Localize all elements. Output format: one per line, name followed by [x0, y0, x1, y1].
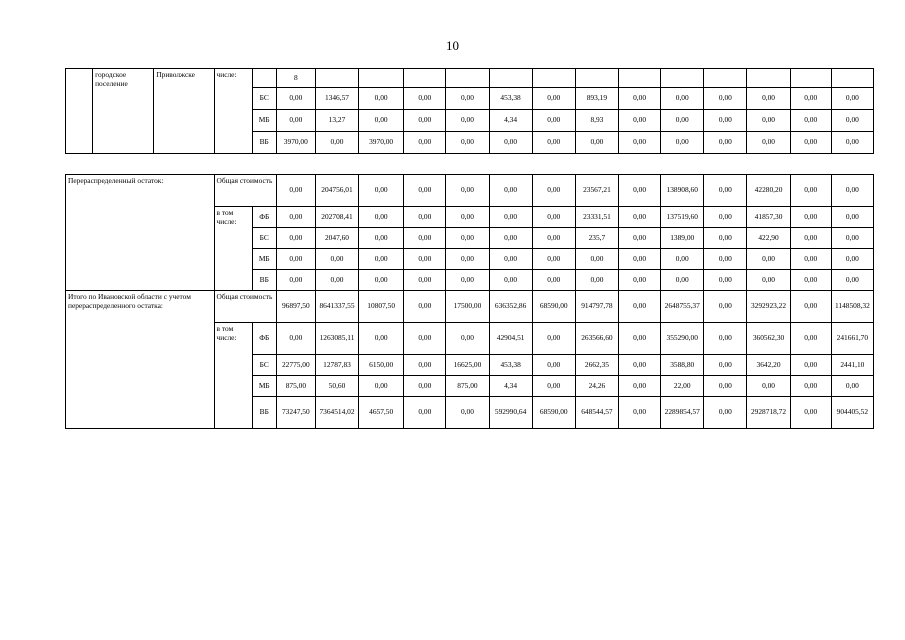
table-cell: 0,00	[404, 323, 446, 355]
table-cell: 23567,21	[575, 175, 618, 207]
table-cell: 0,00	[276, 249, 315, 270]
table-cell: 1263085,11	[315, 323, 358, 355]
table-cell: 0,00	[359, 323, 404, 355]
page-number: 10	[446, 38, 459, 53]
fund-code-cell: ФБ	[252, 323, 276, 355]
table-cell: 13,27	[315, 110, 358, 132]
table-cell: 23331,51	[575, 207, 618, 228]
table-cell: 0,00	[619, 291, 661, 323]
table-cell: 4,34	[489, 110, 532, 132]
table-cell: 0,00	[619, 376, 661, 397]
table-cell: 0,00	[359, 88, 404, 110]
table-cell: 648544,57	[575, 397, 618, 429]
table-cell: 0,00	[619, 249, 661, 270]
table-cell: 0,00	[831, 175, 873, 207]
table-cell: 0,00	[661, 88, 704, 110]
table-cell: 0,00	[532, 228, 575, 249]
table-cell: 3292923,22	[747, 291, 790, 323]
table-cell: 0,00	[404, 376, 446, 397]
table-cell: 138908,60	[661, 175, 704, 207]
table-cell: 0,00	[359, 270, 404, 291]
table-cell: 22,00	[661, 376, 704, 397]
table-row	[66, 175, 874, 207]
table-cell: 0,00	[619, 397, 661, 429]
table-cell: 0,00	[790, 207, 831, 228]
table-cell: 0,00	[747, 88, 790, 110]
table-cell: 2047,60	[315, 228, 358, 249]
table-cell: 0,00	[276, 175, 315, 207]
table-cell: 3642,20	[747, 355, 790, 376]
table-cell: 0,00	[359, 175, 404, 207]
table-cell: 68590,00	[532, 397, 575, 429]
table-cell: 0,00	[575, 270, 618, 291]
table-cell: 0,00	[831, 249, 873, 270]
table-cell: 0,00	[790, 355, 831, 376]
table-cell: 24,26	[575, 376, 618, 397]
table-cell	[404, 69, 446, 88]
table-cell: 0,00	[404, 207, 446, 228]
table-cell	[618, 69, 660, 88]
table-cell: 235,7	[575, 228, 618, 249]
table-cell: 0,00	[315, 132, 358, 154]
table-cell: 3970,00	[276, 132, 315, 154]
table-cell: 8641337,55	[315, 291, 358, 323]
table-cell: 0,00	[404, 228, 446, 249]
table-cell: 355290,00	[661, 323, 704, 355]
table-cell: 0,00	[532, 175, 575, 207]
table-cell: 0,00	[619, 355, 661, 376]
table-cell: 6150,00	[359, 355, 404, 376]
table-cell: 0,00	[704, 110, 747, 132]
table-cell: 22775,00	[276, 355, 315, 376]
table-cell: 3588,80	[661, 355, 704, 376]
table-cell: 0,00	[532, 270, 575, 291]
table-cell: 0,00	[446, 175, 489, 207]
project-cell: Приволжске	[154, 69, 214, 154]
table-cell: 0,00	[446, 270, 489, 291]
table-cell: 7364514,02	[315, 397, 358, 429]
table-cell: 0,00	[404, 88, 446, 110]
total-label-cell: Общая стоимость	[214, 291, 276, 323]
section-title-cell: Перераспределенный остаток:	[66, 175, 215, 291]
table-cell: 0,00	[532, 249, 575, 270]
table-cell: 0,00	[489, 175, 532, 207]
table-cell: 0,00	[276, 110, 315, 132]
table-cell: 137519,60	[661, 207, 704, 228]
table-cell: 0,00	[790, 132, 831, 154]
table-cell: 0,00	[661, 270, 704, 291]
table-cell	[532, 69, 575, 88]
table-cell: 2648755,37	[661, 291, 704, 323]
table-cell: 0,00	[831, 376, 873, 397]
table-cell: 0,00	[704, 88, 747, 110]
table-cell: 0,00	[359, 376, 404, 397]
table-cell: 0,00	[704, 132, 747, 154]
table-cell: 0,00	[704, 291, 747, 323]
table-cell: 636352,86	[489, 291, 532, 323]
table-cell	[446, 69, 489, 88]
table-cell: 0,00	[489, 249, 532, 270]
table-cell: 0,00	[790, 270, 831, 291]
table-cell: 0,00	[831, 228, 873, 249]
table-cell: 0,00	[704, 175, 747, 207]
table-cell	[252, 69, 276, 88]
table-cell: 50,60	[315, 376, 358, 397]
table-cell: 0,00	[831, 207, 873, 228]
table-cell: 0,00	[831, 110, 873, 132]
table-cell: 42280,20	[747, 175, 790, 207]
municipality-cell: городское поселение	[93, 69, 154, 154]
table-cell: 0,00	[532, 132, 575, 154]
table-cell: 453,38	[489, 88, 532, 110]
table-cell: 0,00	[575, 132, 618, 154]
table-cell: 1346,57	[315, 88, 358, 110]
table-cell: 0,00	[359, 228, 404, 249]
table-cell: 0,00	[404, 397, 446, 429]
table-cell: 0,00	[790, 175, 831, 207]
table-cell: 0,00	[489, 132, 532, 154]
table-cell: 0,00	[532, 376, 575, 397]
table-cell: 0,00	[619, 175, 661, 207]
table-cell: 0,00	[790, 397, 831, 429]
table-cell: 96897,50	[276, 291, 315, 323]
table-cell: 1148508,32	[831, 291, 873, 323]
table-cell: 202708,41	[315, 207, 358, 228]
table-cell: 0,00	[747, 270, 790, 291]
table-cell: 0,00	[446, 228, 489, 249]
table-cell	[704, 69, 747, 88]
table-cell	[790, 69, 831, 88]
table-cell	[575, 69, 618, 88]
table-cell: 2928718,72	[747, 397, 790, 429]
table-cell: 0,00	[831, 270, 873, 291]
table-cell: 0,00	[661, 110, 704, 132]
table-cell	[661, 69, 704, 88]
table-cell: 0,00	[446, 249, 489, 270]
table-cell: 0,00	[661, 249, 704, 270]
table-cell: 16625,00	[446, 355, 489, 376]
table-cell: 263566,60	[575, 323, 618, 355]
table-cell: 0,00	[276, 88, 315, 110]
table-cell: 592990,64	[489, 397, 532, 429]
table-cell: 41857,30	[747, 207, 790, 228]
table-cell: 0,00	[489, 228, 532, 249]
table-cell: 0,00	[532, 88, 575, 110]
table-cell: 0,00	[704, 249, 747, 270]
table-cell: 0,00	[446, 397, 489, 429]
table-cell: 0,00	[790, 323, 831, 355]
table-cell: 422,90	[747, 228, 790, 249]
table-cell: 10807,50	[359, 291, 404, 323]
fund-code-cell: ФБ	[252, 207, 276, 228]
table-row	[66, 291, 874, 323]
table-cell: 0,00	[404, 355, 446, 376]
table-cell: 0,00	[619, 207, 661, 228]
table-cell: 0,00	[619, 270, 661, 291]
table-cell: 0,00	[575, 249, 618, 270]
table-cell: 0,00	[704, 397, 747, 429]
table-cell: 0,00	[704, 207, 747, 228]
table-cell: 0,00	[704, 228, 747, 249]
table-cell: 4657,50	[359, 397, 404, 429]
table-cell: 0,00	[446, 323, 489, 355]
table-cell: 0,00	[532, 207, 575, 228]
fund-code-cell: ВБ	[252, 132, 276, 154]
table-cell: 0,00	[276, 228, 315, 249]
table-cell: 0,00	[790, 88, 831, 110]
table-cell: 0,00	[747, 132, 790, 154]
table-cell: 2662,35	[575, 355, 618, 376]
table-cell: 0,00	[315, 270, 358, 291]
table-cell: 904405,52	[831, 397, 873, 429]
table-cell: 0,00	[704, 355, 747, 376]
summary-table	[65, 174, 874, 429]
table-cell: 0,00	[359, 249, 404, 270]
table-cell: 0,00	[276, 207, 315, 228]
table-cell: 0,00	[276, 270, 315, 291]
fund-code-cell: МБ	[252, 249, 276, 270]
table-cell: 0,00	[618, 132, 660, 154]
table-cell: 2441,10	[831, 355, 873, 376]
table-cell: 0,00	[704, 323, 747, 355]
fund-code-cell: МБ	[252, 376, 276, 397]
table-cell: 875,00	[276, 376, 315, 397]
table-cell: 4,34	[489, 376, 532, 397]
table-cell: 0,00	[661, 132, 704, 154]
table-cell	[831, 69, 873, 88]
table-cell: 360562,30	[747, 323, 790, 355]
table-cell: 0,00	[489, 270, 532, 291]
table-cell: 0,00	[747, 249, 790, 270]
table-cell	[489, 69, 532, 88]
table-cell: 0,00	[446, 110, 489, 132]
section-title-cell: Итого по Ивановской области с учетом перераспределенного остатка:	[66, 291, 215, 429]
table-cell: 8	[276, 69, 315, 88]
table-cell: 893,19	[575, 88, 618, 110]
table-cell: 914797,78	[575, 291, 618, 323]
blank-cell	[66, 69, 93, 154]
table-cell: 0,00	[704, 376, 747, 397]
table-cell	[747, 69, 790, 88]
table-cell: 68590,00	[532, 291, 575, 323]
table-cell: 0,00	[790, 291, 831, 323]
table-cell: 0,00	[404, 291, 446, 323]
table-cell: 0,00	[618, 88, 660, 110]
table-cell: 0,00	[446, 207, 489, 228]
table-cell: 0,00	[404, 132, 446, 154]
table-cell: 0,00	[404, 270, 446, 291]
table-cell: 0,00	[619, 228, 661, 249]
table-cell: 0,00	[619, 323, 661, 355]
table-cell: 0,00	[404, 110, 446, 132]
fund-code-cell: ВБ	[252, 397, 276, 429]
table-cell: 875,00	[446, 376, 489, 397]
table-cell: 0,00	[790, 228, 831, 249]
table-cell: 0,00	[404, 249, 446, 270]
table-cell: 2289854,57	[661, 397, 704, 429]
table-cell: 0,00	[747, 110, 790, 132]
table-cell: 1389,00	[661, 228, 704, 249]
table-cell: 0,00	[532, 355, 575, 376]
fund-code-cell: МБ	[252, 110, 276, 132]
table-cell: 0,00	[489, 207, 532, 228]
table-cell: 0,00	[790, 249, 831, 270]
table-cell: 17500,00	[446, 291, 489, 323]
table-cell: 0,00	[618, 110, 660, 132]
table-cell: 0,00	[831, 88, 873, 110]
table-cell: 0,00	[704, 270, 747, 291]
table-cell: 12787,83	[315, 355, 358, 376]
incl-label-cell: числе:	[214, 69, 252, 154]
total-label-cell: Общая стоимость	[214, 175, 276, 207]
table-cell: 0,00	[532, 323, 575, 355]
incl-label-cell: в том числе:	[214, 207, 252, 291]
top-table	[65, 68, 874, 154]
table-cell: 0,00	[532, 110, 575, 132]
table-cell: 0,00	[831, 132, 873, 154]
table-cell: 0,00	[359, 207, 404, 228]
table-cell: 8,93	[575, 110, 618, 132]
table-cell: 42904,51	[489, 323, 532, 355]
table-cell: 0,00	[404, 175, 446, 207]
table-cell: 0,00	[747, 376, 790, 397]
fund-code-cell: БС	[252, 228, 276, 249]
table-cell: 73247,50	[276, 397, 315, 429]
table-cell: 3970,00	[359, 132, 404, 154]
table-cell: 0,00	[446, 132, 489, 154]
table-cell: 0,00	[315, 249, 358, 270]
table-cell: 0,00	[359, 110, 404, 132]
table-cell: 204756,01	[315, 175, 358, 207]
table-cell: 0,00	[790, 110, 831, 132]
table-cell: 0,00	[276, 323, 315, 355]
incl-label-cell: в том числе:	[214, 323, 252, 429]
fund-code-cell: БС	[252, 355, 276, 376]
table-row	[66, 69, 874, 88]
table-cell: 0,00	[446, 88, 489, 110]
fund-code-cell: ВБ	[252, 270, 276, 291]
table-cell: 241661,70	[831, 323, 873, 355]
table-cell	[359, 69, 404, 88]
table-cell: 453,38	[489, 355, 532, 376]
table-cell: 0,00	[790, 376, 831, 397]
table-cell	[315, 69, 358, 88]
fund-code-cell: БС	[252, 88, 276, 110]
